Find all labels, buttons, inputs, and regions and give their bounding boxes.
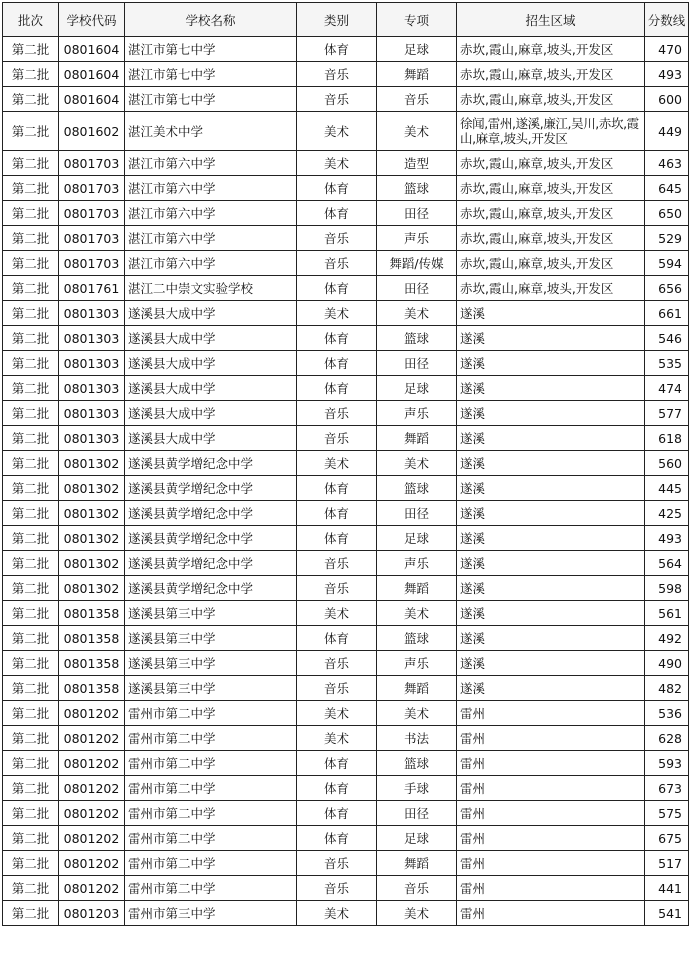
- cell-school-code: 0801202: [59, 726, 125, 751]
- cell-school-name: 遂溪县黄学增纪念中学: [125, 526, 297, 551]
- cell-batch: 第二批: [3, 651, 59, 676]
- cell-school-name: 遂溪县黄学增纪念中学: [125, 576, 297, 601]
- cell-category: 音乐: [297, 426, 377, 451]
- cell-school-name: 遂溪县大成中学: [125, 426, 297, 451]
- cell-category: 音乐: [297, 576, 377, 601]
- cell-school-code: 0801302: [59, 501, 125, 526]
- table-row: [3, 776, 689, 801]
- cell-batch: 第二批: [3, 826, 59, 851]
- cell-school-code: 0801358: [59, 651, 125, 676]
- table-row: [3, 401, 689, 426]
- cell-score: 541: [645, 901, 689, 926]
- header-row: [3, 3, 689, 37]
- cell-region: 遂溪: [457, 626, 645, 651]
- cell-batch: 第二批: [3, 451, 59, 476]
- cell-school-name: 雷州市第二中学: [125, 726, 297, 751]
- cell-school-name: 遂溪县黄学增纪念中学: [125, 476, 297, 501]
- cell-score: 493: [645, 526, 689, 551]
- cell-region: 遂溪: [457, 326, 645, 351]
- cell-score: 598: [645, 576, 689, 601]
- cell-region: 赤坎,霞山,麻章,坡头,开发区: [457, 62, 645, 87]
- cell-school-name: 雷州市第二中学: [125, 701, 297, 726]
- table-row: [3, 301, 689, 326]
- cell-score: 490: [645, 651, 689, 676]
- table-row: [3, 851, 689, 876]
- cell-specialty: 声乐: [377, 226, 457, 251]
- cell-region: 遂溪: [457, 401, 645, 426]
- cell-category: 美术: [297, 726, 377, 751]
- cell-school-code: 0801302: [59, 526, 125, 551]
- table-row: [3, 201, 689, 226]
- table-row: [3, 551, 689, 576]
- cell-region: 赤坎,霞山,麻章,坡头,开发区: [457, 226, 645, 251]
- cell-batch: 第二批: [3, 876, 59, 901]
- cell-score: 593: [645, 751, 689, 776]
- cell-school-code: 0801303: [59, 301, 125, 326]
- cell-region: 遂溪: [457, 651, 645, 676]
- cell-batch: 第二批: [3, 851, 59, 876]
- cell-school-name: 湛江市第六中学: [125, 151, 297, 176]
- cell-region: 遂溪: [457, 576, 645, 601]
- cell-score: 517: [645, 851, 689, 876]
- cell-specialty: 音乐: [377, 87, 457, 112]
- header-school-code: 学校代码: [59, 3, 125, 37]
- cell-category: 音乐: [297, 251, 377, 276]
- cell-school-name: 遂溪县大成中学: [125, 326, 297, 351]
- cell-region: 遂溪: [457, 526, 645, 551]
- cell-school-code: 0801703: [59, 201, 125, 226]
- cell-school-code: 0801761: [59, 276, 125, 301]
- cell-specialty: 田径: [377, 276, 457, 301]
- cell-batch: 第二批: [3, 901, 59, 926]
- cell-specialty: 足球: [377, 37, 457, 62]
- cell-specialty: 手球: [377, 776, 457, 801]
- cell-category: 音乐: [297, 62, 377, 87]
- cell-specialty: 音乐: [377, 876, 457, 901]
- cell-score: 564: [645, 551, 689, 576]
- cell-region: 赤坎,霞山,麻章,坡头,开发区: [457, 251, 645, 276]
- table-row: [3, 476, 689, 501]
- cell-school-code: 0801703: [59, 226, 125, 251]
- cell-batch: 第二批: [3, 351, 59, 376]
- cell-category: 美术: [297, 301, 377, 326]
- cell-score: 449: [645, 112, 689, 151]
- cell-score: 577: [645, 401, 689, 426]
- cell-school-name: 遂溪县黄学增纪念中学: [125, 501, 297, 526]
- cell-score: 529: [645, 226, 689, 251]
- cell-specialty: 美术: [377, 451, 457, 476]
- cell-school-code: 0801703: [59, 151, 125, 176]
- cell-school-code: 0801358: [59, 676, 125, 701]
- cell-score: 535: [645, 351, 689, 376]
- cell-score: 594: [645, 251, 689, 276]
- cell-specialty: 篮球: [377, 326, 457, 351]
- cell-category: 音乐: [297, 401, 377, 426]
- cell-school-name: 遂溪县大成中学: [125, 351, 297, 376]
- header-batch: 批次: [3, 3, 59, 37]
- cell-specialty: 声乐: [377, 401, 457, 426]
- cell-school-code: 0801202: [59, 851, 125, 876]
- cell-school-code: 0801202: [59, 701, 125, 726]
- cell-category: 体育: [297, 776, 377, 801]
- cell-region: 遂溪: [457, 351, 645, 376]
- cell-category: 体育: [297, 37, 377, 62]
- cell-category: 音乐: [297, 651, 377, 676]
- cell-batch: 第二批: [3, 87, 59, 112]
- cell-region: 雷州: [457, 851, 645, 876]
- table-row: [3, 651, 689, 676]
- cell-school-code: 0801302: [59, 576, 125, 601]
- cell-category: 音乐: [297, 676, 377, 701]
- cell-school-code: 0801302: [59, 476, 125, 501]
- cell-specialty: 美术: [377, 701, 457, 726]
- cell-school-code: 0801303: [59, 351, 125, 376]
- cell-region: 遂溪: [457, 676, 645, 701]
- cell-batch: 第二批: [3, 326, 59, 351]
- cell-school-name: 湛江市第七中学: [125, 87, 297, 112]
- header-region: 招生区域: [457, 3, 645, 37]
- cell-category: 体育: [297, 476, 377, 501]
- cell-school-name: 湛江市第七中学: [125, 62, 297, 87]
- cell-batch: 第二批: [3, 37, 59, 62]
- table-row: [3, 426, 689, 451]
- cell-category: 体育: [297, 276, 377, 301]
- cell-batch: 第二批: [3, 62, 59, 87]
- cell-specialty: 美术: [377, 601, 457, 626]
- cell-school-code: 0801302: [59, 551, 125, 576]
- table-row: [3, 112, 689, 151]
- cell-batch: 第二批: [3, 176, 59, 201]
- cell-score: 675: [645, 826, 689, 851]
- cell-school-code: 0801303: [59, 376, 125, 401]
- cell-school-name: 雷州市第二中学: [125, 876, 297, 901]
- cell-specialty: 舞蹈: [377, 676, 457, 701]
- header-school-name: 学校名称: [125, 3, 297, 37]
- cell-batch: 第二批: [3, 676, 59, 701]
- cell-school-code: 0801604: [59, 87, 125, 112]
- cell-score: 425: [645, 501, 689, 526]
- cell-region: 赤坎,霞山,麻章,坡头,开发区: [457, 176, 645, 201]
- cell-score: 650: [645, 201, 689, 226]
- cell-school-name: 遂溪县第三中学: [125, 676, 297, 701]
- table-row: [3, 87, 689, 112]
- cell-score: 645: [645, 176, 689, 201]
- cell-batch: 第二批: [3, 251, 59, 276]
- cell-category: 体育: [297, 501, 377, 526]
- cell-category: 美术: [297, 901, 377, 926]
- cell-specialty: 舞蹈: [377, 576, 457, 601]
- cell-specialty: 田径: [377, 351, 457, 376]
- cell-school-name: 湛江市第六中学: [125, 226, 297, 251]
- cell-batch: 第二批: [3, 226, 59, 251]
- cell-school-code: 0801358: [59, 626, 125, 651]
- cell-batch: 第二批: [3, 576, 59, 601]
- cell-category: 音乐: [297, 876, 377, 901]
- cell-school-code: 0801303: [59, 426, 125, 451]
- cell-school-code: 0801703: [59, 176, 125, 201]
- cell-region: 雷州: [457, 801, 645, 826]
- cell-school-name: 雷州市第二中学: [125, 851, 297, 876]
- cell-specialty: 美术: [377, 901, 457, 926]
- cell-batch: 第二批: [3, 776, 59, 801]
- cell-batch: 第二批: [3, 201, 59, 226]
- cell-region: 雷州: [457, 876, 645, 901]
- cell-batch: 第二批: [3, 751, 59, 776]
- cell-category: 体育: [297, 326, 377, 351]
- cell-region: 雷州: [457, 901, 645, 926]
- cell-category: 音乐: [297, 551, 377, 576]
- cell-batch: 第二批: [3, 151, 59, 176]
- cell-region: 遂溪: [457, 376, 645, 401]
- table-row: [3, 37, 689, 62]
- cell-school-name: 雷州市第二中学: [125, 826, 297, 851]
- cell-category: 体育: [297, 826, 377, 851]
- table-row: [3, 351, 689, 376]
- cell-school-code: 0801202: [59, 776, 125, 801]
- cell-score: 445: [645, 476, 689, 501]
- table-row: [3, 626, 689, 651]
- header-score: 分数线: [645, 3, 689, 37]
- cell-category: 体育: [297, 376, 377, 401]
- admission-score-table: [2, 2, 689, 926]
- cell-school-name: 雷州市第二中学: [125, 751, 297, 776]
- cell-score: 560: [645, 451, 689, 476]
- cell-batch: 第二批: [3, 501, 59, 526]
- cell-score: 600: [645, 87, 689, 112]
- cell-batch: 第二批: [3, 376, 59, 401]
- table-row: [3, 826, 689, 851]
- cell-score: 470: [645, 37, 689, 62]
- cell-school-code: 0801202: [59, 751, 125, 776]
- cell-score: 656: [645, 276, 689, 301]
- cell-school-code: 0801302: [59, 451, 125, 476]
- cell-score: 441: [645, 876, 689, 901]
- cell-region: 遂溪: [457, 551, 645, 576]
- cell-school-code: 0801202: [59, 876, 125, 901]
- cell-school-name: 遂溪县大成中学: [125, 301, 297, 326]
- cell-school-code: 0801203: [59, 901, 125, 926]
- cell-specialty: 篮球: [377, 476, 457, 501]
- table-body: [3, 37, 689, 926]
- table-row: [3, 326, 689, 351]
- cell-score: 474: [645, 376, 689, 401]
- cell-category: 美术: [297, 451, 377, 476]
- cell-score: 561: [645, 601, 689, 626]
- cell-batch: 第二批: [3, 426, 59, 451]
- cell-batch: 第二批: [3, 601, 59, 626]
- cell-specialty: 田径: [377, 801, 457, 826]
- cell-school-name: 雷州市第二中学: [125, 776, 297, 801]
- cell-specialty: 田径: [377, 501, 457, 526]
- cell-school-name: 遂溪县第三中学: [125, 651, 297, 676]
- cell-specialty: 造型: [377, 151, 457, 176]
- cell-batch: 第二批: [3, 301, 59, 326]
- cell-specialty: 舞蹈: [377, 426, 457, 451]
- table-row: [3, 276, 689, 301]
- cell-specialty: 足球: [377, 826, 457, 851]
- cell-school-code: 0801703: [59, 251, 125, 276]
- cell-category: 体育: [297, 626, 377, 651]
- cell-category: 美术: [297, 112, 377, 151]
- cell-school-code: 0801303: [59, 326, 125, 351]
- cell-school-code: 0801202: [59, 826, 125, 851]
- cell-specialty: 美术: [377, 301, 457, 326]
- cell-school-name: 雷州市第二中学: [125, 801, 297, 826]
- cell-batch: 第二批: [3, 276, 59, 301]
- table-row: [3, 751, 689, 776]
- header-category: 类别: [297, 3, 377, 37]
- cell-category: 体育: [297, 351, 377, 376]
- cell-specialty: 声乐: [377, 651, 457, 676]
- table-row: [3, 676, 689, 701]
- header-specialty: 专项: [377, 3, 457, 37]
- cell-specialty: 篮球: [377, 176, 457, 201]
- cell-region: 雷州: [457, 726, 645, 751]
- cell-category: 美术: [297, 701, 377, 726]
- cell-category: 美术: [297, 151, 377, 176]
- table-row: [3, 601, 689, 626]
- cell-region: 雷州: [457, 826, 645, 851]
- table-row: [3, 251, 689, 276]
- cell-batch: 第二批: [3, 726, 59, 751]
- cell-school-code: 0801202: [59, 801, 125, 826]
- table-row: [3, 62, 689, 87]
- table-row: [3, 226, 689, 251]
- cell-specialty: 足球: [377, 376, 457, 401]
- cell-school-name: 湛江二中崇文实验学校: [125, 276, 297, 301]
- cell-school-name: 遂溪县黄学增纪念中学: [125, 451, 297, 476]
- cell-score: 493: [645, 62, 689, 87]
- cell-specialty: 美术: [377, 112, 457, 151]
- cell-specialty: 声乐: [377, 551, 457, 576]
- cell-batch: 第二批: [3, 801, 59, 826]
- cell-region: 遂溪: [457, 601, 645, 626]
- cell-batch: 第二批: [3, 551, 59, 576]
- cell-category: 美术: [297, 601, 377, 626]
- cell-region: 遂溪: [457, 476, 645, 501]
- cell-school-name: 遂溪县第三中学: [125, 626, 297, 651]
- cell-school-name: 遂溪县大成中学: [125, 401, 297, 426]
- cell-school-name: 遂溪县第三中学: [125, 601, 297, 626]
- cell-category: 音乐: [297, 87, 377, 112]
- table-row: [3, 801, 689, 826]
- cell-score: 673: [645, 776, 689, 801]
- cell-region: 雷州: [457, 776, 645, 801]
- table-row: [3, 576, 689, 601]
- cell-category: 体育: [297, 176, 377, 201]
- table-row: [3, 501, 689, 526]
- cell-region: 遂溪: [457, 501, 645, 526]
- cell-score: 546: [645, 326, 689, 351]
- cell-school-code: 0801358: [59, 601, 125, 626]
- cell-school-name: 湛江市第六中学: [125, 176, 297, 201]
- table-row: [3, 726, 689, 751]
- cell-region: 雷州: [457, 701, 645, 726]
- cell-score: 575: [645, 801, 689, 826]
- cell-batch: 第二批: [3, 526, 59, 551]
- cell-region: 徐闻,雷州,遂溪,廉江,吴川,赤坎,霞山,麻章,坡头,开发区: [457, 112, 645, 151]
- cell-region: 遂溪: [457, 426, 645, 451]
- cell-specialty: 舞蹈: [377, 62, 457, 87]
- cell-region: 赤坎,霞山,麻章,坡头,开发区: [457, 151, 645, 176]
- cell-score: 482: [645, 676, 689, 701]
- table-row: [3, 701, 689, 726]
- cell-school-code: 0801602: [59, 112, 125, 151]
- cell-score: 463: [645, 151, 689, 176]
- cell-school-code: 0801604: [59, 37, 125, 62]
- cell-batch: 第二批: [3, 112, 59, 151]
- cell-score: 628: [645, 726, 689, 751]
- cell-school-code: 0801303: [59, 401, 125, 426]
- cell-region: 遂溪: [457, 301, 645, 326]
- cell-school-name: 湛江市第六中学: [125, 251, 297, 276]
- cell-specialty: 舞蹈/传媒: [377, 251, 457, 276]
- table-row: [3, 151, 689, 176]
- cell-batch: 第二批: [3, 401, 59, 426]
- cell-category: 体育: [297, 801, 377, 826]
- table-row: [3, 901, 689, 926]
- cell-school-name: 湛江市第七中学: [125, 37, 297, 62]
- cell-specialty: 篮球: [377, 626, 457, 651]
- cell-region: 赤坎,霞山,麻章,坡头,开发区: [457, 37, 645, 62]
- table-row: [3, 451, 689, 476]
- cell-school-name: 雷州市第三中学: [125, 901, 297, 926]
- cell-specialty: 书法: [377, 726, 457, 751]
- cell-batch: 第二批: [3, 701, 59, 726]
- cell-specialty: 足球: [377, 526, 457, 551]
- cell-score: 536: [645, 701, 689, 726]
- cell-region: 赤坎,霞山,麻章,坡头,开发区: [457, 201, 645, 226]
- cell-batch: 第二批: [3, 626, 59, 651]
- table-row: [3, 876, 689, 901]
- cell-batch: 第二批: [3, 476, 59, 501]
- cell-specialty: 田径: [377, 201, 457, 226]
- cell-school-name: 湛江市第六中学: [125, 201, 297, 226]
- cell-region: 雷州: [457, 751, 645, 776]
- cell-category: 体育: [297, 201, 377, 226]
- cell-specialty: 篮球: [377, 751, 457, 776]
- cell-school-name: 遂溪县大成中学: [125, 376, 297, 401]
- table-row: [3, 176, 689, 201]
- cell-region: 赤坎,霞山,麻章,坡头,开发区: [457, 276, 645, 301]
- cell-score: 661: [645, 301, 689, 326]
- cell-category: 体育: [297, 526, 377, 551]
- cell-region: 赤坎,霞山,麻章,坡头,开发区: [457, 87, 645, 112]
- table-row: [3, 526, 689, 551]
- table-row: [3, 376, 689, 401]
- cell-specialty: 舞蹈: [377, 851, 457, 876]
- cell-school-name: 湛江美术中学: [125, 112, 297, 151]
- cell-score: 492: [645, 626, 689, 651]
- cell-category: 音乐: [297, 851, 377, 876]
- cell-category: 体育: [297, 751, 377, 776]
- cell-region: 遂溪: [457, 451, 645, 476]
- cell-score: 618: [645, 426, 689, 451]
- cell-school-name: 遂溪县黄学增纪念中学: [125, 551, 297, 576]
- cell-school-code: 0801604: [59, 62, 125, 87]
- cell-category: 音乐: [297, 226, 377, 251]
